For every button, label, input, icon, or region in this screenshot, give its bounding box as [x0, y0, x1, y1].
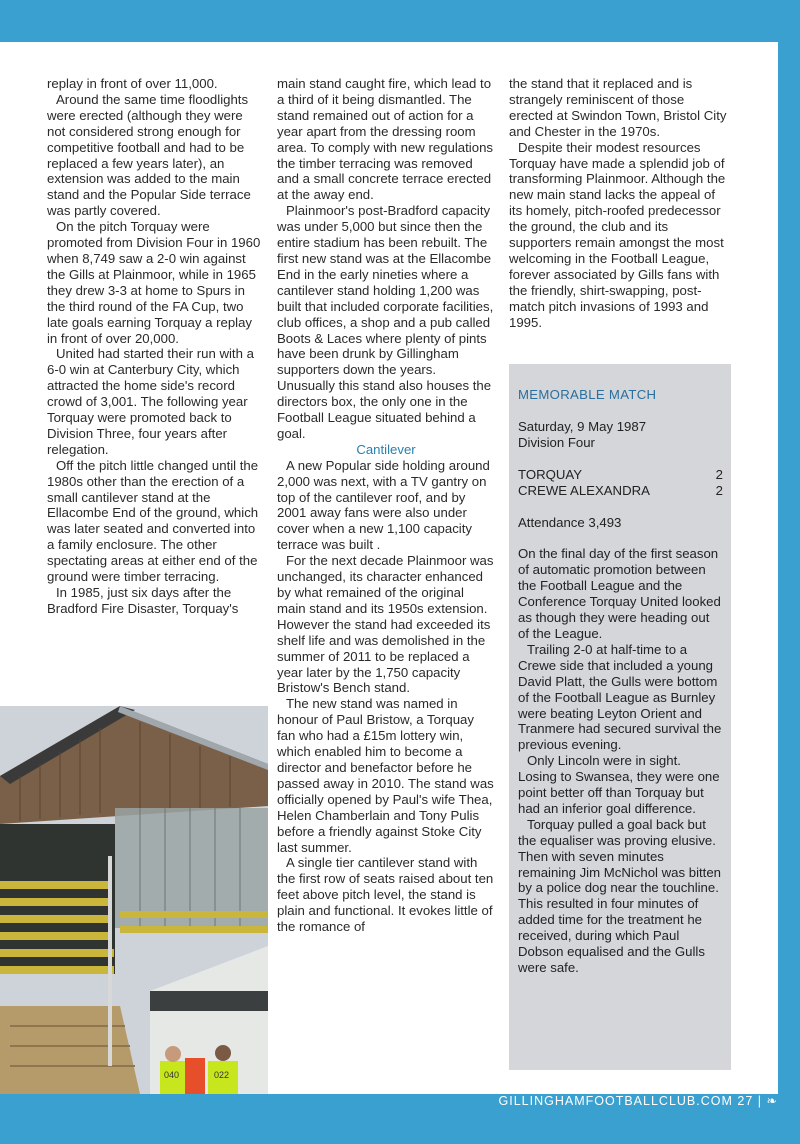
steward-number: 022 — [214, 1070, 230, 1080]
website-url: GILLINGHAMFOOTBALLCLUB.COM — [498, 1094, 733, 1108]
article-column-2 — [277, 76, 495, 935]
team-score: 2 — [715, 466, 723, 482]
score-row — [518, 467, 723, 483]
match-division: Division Four — [518, 434, 595, 450]
paragraph: Torquay pulled a goal back but the equaliser was proving elusive. Then with seven minutes remaining Jim McNichol was bitten by a police dog near the touchline. This resulted in four minutes of added time for the treatment he received, during which Paul Dobson equalised and the Gulls were safe. — [518, 816, 722, 975]
page-number: 27 — [737, 1094, 754, 1108]
memorable-match-box — [509, 364, 731, 1070]
article-column-3 — [509, 76, 731, 331]
paragraph: replay in front of over 11,000. — [47, 76, 218, 91]
match-date: Saturday, 9 May 1987 — [518, 418, 647, 434]
paragraph: On the pitch Torquay were promoted from Division Four in 1960 when 8,749 saw a 2-0 win against the Gills at Plainmoor, while in 1965 they drew 3-3 at home to Spurs in the third round of the FA Cup, two late goals earning Torquay a replay in front of over 20,000. — [47, 219, 261, 346]
paragraph: Plainmoor's post-Bradford capacity was under 5,000 but since then the entire stadium has been rebuilt. The first new stand was at the Ellacombe End in the early nineties where a cantilever stand holding 1,200 was built that included corporate facilities, club offices, a shop and a pub called Boots & Laces where plenty of pints have been drunk by Gillingham supporters down the years. Unusually this stand also houses the directors box, the only one in the Football League situated behind a goal. — [277, 203, 494, 441]
magazine-page — [0, 42, 778, 1094]
paragraph: A single tier cantilever stand with the first row of seats raised about ten feet above pitch level, the stand is plain and functional. It evokes little of the romance of — [277, 855, 494, 935]
paragraph: main stand caught fire, which lead to a third of it being dismantled. The stand remained out of action for a year apart from the dressing room area. To comply with new regulations the timber terracing was removed and a small concrete terrace erected at the away end. — [277, 76, 493, 203]
article-column-1 — [47, 76, 262, 617]
paragraph: the stand that it replaced and is strangely reminiscent of those erected at Swindon Town, Bristol City and Chester in the 1970s. — [509, 76, 727, 139]
paragraph: United had started their run with a 6-0 win at Canterbury City, which attracted the home side's record crowd of 3,001. The following year Torquay were promoted back to Division Three, four years after relegation. — [47, 346, 254, 457]
paragraph: Despite their modest resources Torquay have made a splendid job of transforming Plainmoor. Although the new main stand lacks the appeal of its homely, pitch-roofed predecessor the ground, the club and its supporters remain amongst the most welcoming in the Football League, forever associated by Gills fans with the friendly, shirt-swapping, post-match pitch invasions of 1993 and 1995. — [509, 139, 726, 330]
paragraph: Only Lincoln were in sight. Losing to Swansea, they were one point better off than Torquay but had an inferior goal difference. — [518, 753, 720, 816]
divider: | — [757, 1094, 767, 1108]
paragraph: On the final day of the first season of automatic promotion between the Football League and the Conference Torquay United looked as though they were heading out of the League. — [518, 546, 721, 641]
paragraph: Trailing 2-0 at half-time to a Crewe side that included a young David Platt, the Gulls were bottom of the Football League as Burnley were beating Leyton Orient and Tranmere had secured survival the previous evening. — [518, 641, 722, 753]
paragraph: For the next decade Plainmoor was unchanged, its character enhanced by what remained of the original main stand and its 1950s extension. However the stand had exceeded its shelf life and was demolished in the summer of 2011 to be replaced a year later by the 1,750 capacity Bristow's Bench stand. — [277, 553, 494, 696]
club-logo-icon: ❧ — [766, 1094, 778, 1108]
steward-number: 040 — [164, 1070, 180, 1080]
box-title: MEMORABLE MATCH — [518, 387, 657, 402]
attendance: Attendance 3,493 — [518, 514, 622, 530]
paragraph: In 1985, just six days after the Bradford Fire Disaster, Torquay's — [47, 585, 239, 616]
paragraph: Off the pitch little changed until the 1980s other than the erection of a small cantilever stand at the Ellacombe End of the ground, which was later seated and converted into a family enclosure. The other spectating areas at either end of the ground were timber terracing. — [47, 457, 259, 585]
paragraph: The new stand was named in honour of Paul Bristow, a Torquay fan who had a £15m lottery win, which enabled him to become a director and benefactor before he passed away in 2010. The stand was officially opened by Paul's wife Thea, Helen Chamberlain and Tony Pulis before a friendly against Stoke City last summer. — [277, 696, 494, 855]
stadium-photo — [0, 706, 268, 1094]
team-name: TORQUAY — [518, 466, 582, 482]
score-row — [518, 483, 723, 499]
page-footer — [499, 1093, 778, 1108]
team-score: 2 — [715, 482, 723, 498]
team-name: CREWE ALEXANDRA — [518, 482, 650, 498]
paragraph: Around the same time floodlights were erected (although they were not considered strong enough for competitive football and had to be replaced a few years later), an extension was added to the main stand and the Popular Side terrace was partly covered. — [47, 91, 251, 219]
subheading: Cantilever — [356, 441, 416, 457]
paragraph: A new Popular side holding around 2,000 was next, with a TV gantry on top of the cantilever roof, and by 2001 away fans were also under cover when a new 1,100 capacity terrace was built . — [277, 457, 490, 553]
